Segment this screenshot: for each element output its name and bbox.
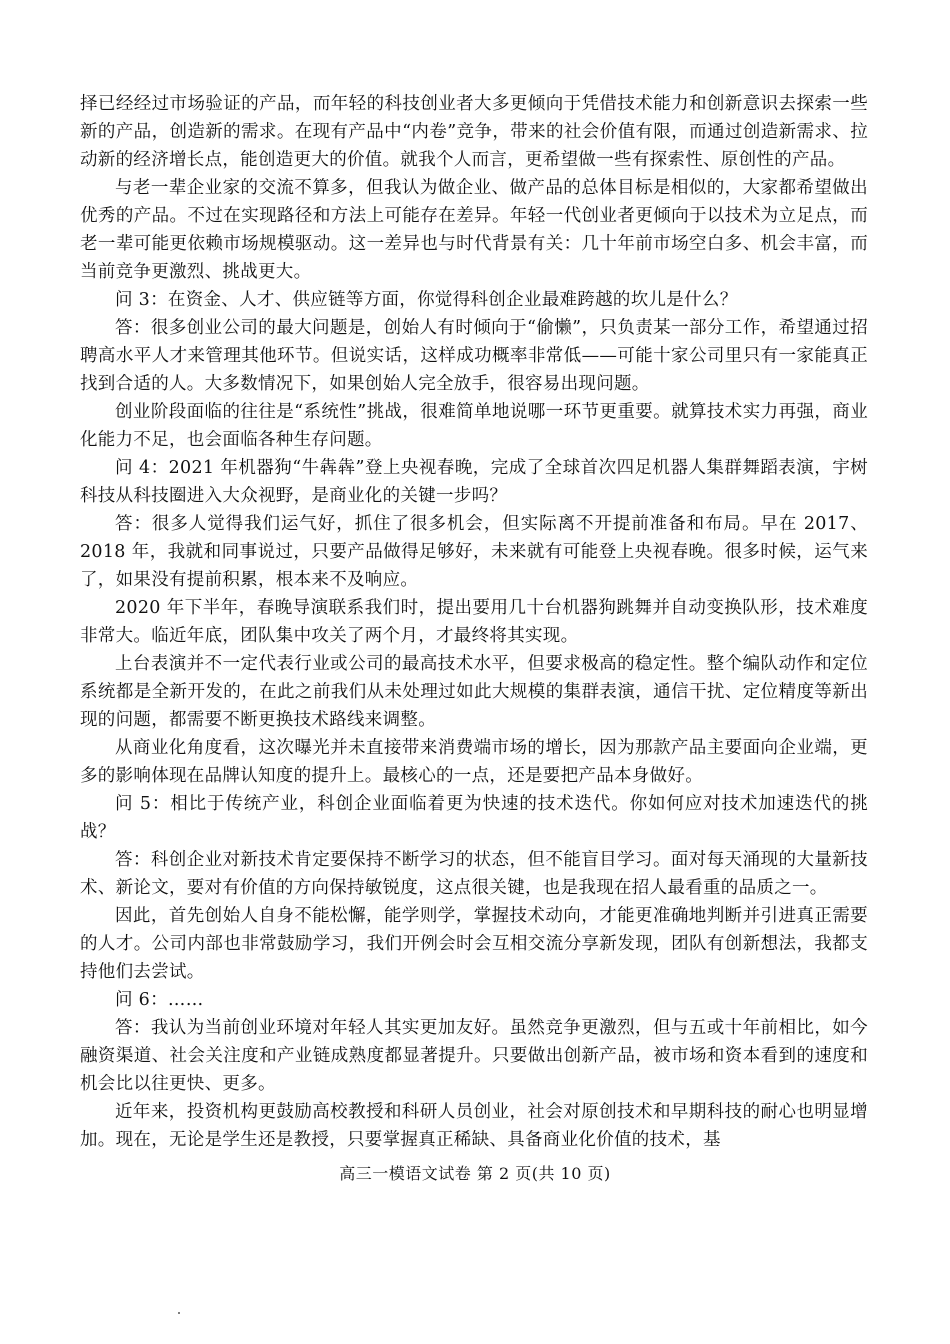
scan-dot: [178, 1312, 180, 1314]
paragraph-continuation: 择已经经过市场验证的产品，而年轻的科技创业者大多更倾向于凭借技术能力和创新意识去探索一些新的产品，创造新的需求。在现有产品中“内卷”竞争，带来的社会价值有限，而通过创造新需求、拉动新的经济增长点，能创造更大的价值。就我个人而言，更希望做一些有探索性、原创性的产品。: [80, 94, 868, 170]
answer-6: 答：我认为当前创业环境对年轻人其实更加友好。虽然竞争更激烈，但与五或十年前相比，如今融资渠道、社会关注度和产业链成熟度都显著提升。只要做出创新产品，被市场和资本看到的速度和机会比以往更快、更多。: [80, 1018, 868, 1094]
article-body: [80, 90, 868, 1154]
question-3: 问 3：在资金、人才、供应链等方面，你觉得科创企业最难跨越的坎儿是什么？: [115, 290, 738, 310]
paragraph: 与老一辈企业家的交流不算多，但我认为做企业、做产品的总体目标是相似的，大家都希望做出优秀的产品。不过在实现路径和方法上可能存在差异。年轻一代创业者更倾向于以技术为立足点，而老一辈可能更依赖市场规模驱动。这一差异也与时代背景有关：几十年前市场空白多、机会丰富，而当前竞争更激烈、挑战更大。: [80, 178, 868, 282]
question-6: 问 6：……: [115, 990, 204, 1010]
answer-4: 答：很多人觉得我们运气好，抓住了很多机会，但实际离不开提前准备和布局。早在 2017、2018 年，我就和同事说过，只要产品做得足够好，未来就有可能登上央视春晚。很多时候，运气来了，如果没有提前积累，根本来不及响应。: [80, 514, 868, 590]
page-footer: 高三一模语文试卷 第 2 页(共 10 页): [339, 1164, 611, 1183]
paragraph: 近年来，投资机构更鼓励高校教授和科研人员创业，社会对原创技术和早期科技的耐心也明显增加。现在，无论是学生还是教授，只要掌握真正稀缺、具备商业化价值的技术，基: [80, 1102, 868, 1150]
paragraph: 创业阶段面临的往往是“系统性”挑战，很难简单地说哪一环节更重要。就算技术实力再强，商业化能力不足，也会面临各种生存问题。: [80, 402, 868, 450]
paragraph: 从商业化角度看，这次曝光并未直接带来消费端市场的增长，因为那款产品主要面向企业端，更多的影响体现在品牌认知度的提升上。最核心的一点，还是要把产品本身做好。: [80, 738, 868, 786]
paragraph: 2020 年下半年，春晚导演联系我们时，提出要用几十台机器狗跳舞并自动变换队形，技术难度非常大。临近年底，团队集中攻关了两个月，才最终将其实现。: [80, 598, 868, 646]
paragraph: 因此，首先创始人自身不能松懈，能学则学，掌握技术动向，才能更准确地判断并引进真正需要的人才。公司内部也非常鼓励学习，我们开例会时会互相交流分享新发现，团队有创新想法，我都支持他们去尝试。: [80, 906, 868, 982]
paragraph: 上台表演并不一定代表行业或公司的最高技术水平，但要求极高的稳定性。整个编队动作和定位系统都是全新开发的，在此之前我们从未处理过如此大规模的集群表演，通信干扰、定位精度等新出现的问题，都需要不断更换技术路线来调整。: [80, 654, 868, 730]
answer-3: 答：很多创业公司的最大问题是，创始人有时倾向于“偷懒”，只负责某一部分工作，希望通过招聘高水平人才来管理其他环节。但说实话，这样成功概率非常低——可能十家公司里只有一家能真正找到合适的人。大多数情况下，如果创始人完全放手，很容易出现问题。: [80, 318, 868, 394]
question-5: 问 5：相比于传统产业，科创企业面临着更为快速的技术迭代。你如何应对技术加速迭代的挑战？: [80, 794, 868, 842]
question-4: 问 4：2021 年机器狗“牛犇犇”登上央视春晚，完成了全球首次四足机器人集群舞蹈表演，宇树科技从科技圈进入大众视野，是商业化的关键一步吗？: [80, 458, 868, 506]
answer-5: 答：科创企业对新技术肯定要保持不断学习的状态，但不能盲目学习。面对每天涌现的大量新技术、新论文，要对有价值的方向保持敏锐度，这点很关键，也是我现在招人最看重的品质之一。: [80, 850, 868, 898]
